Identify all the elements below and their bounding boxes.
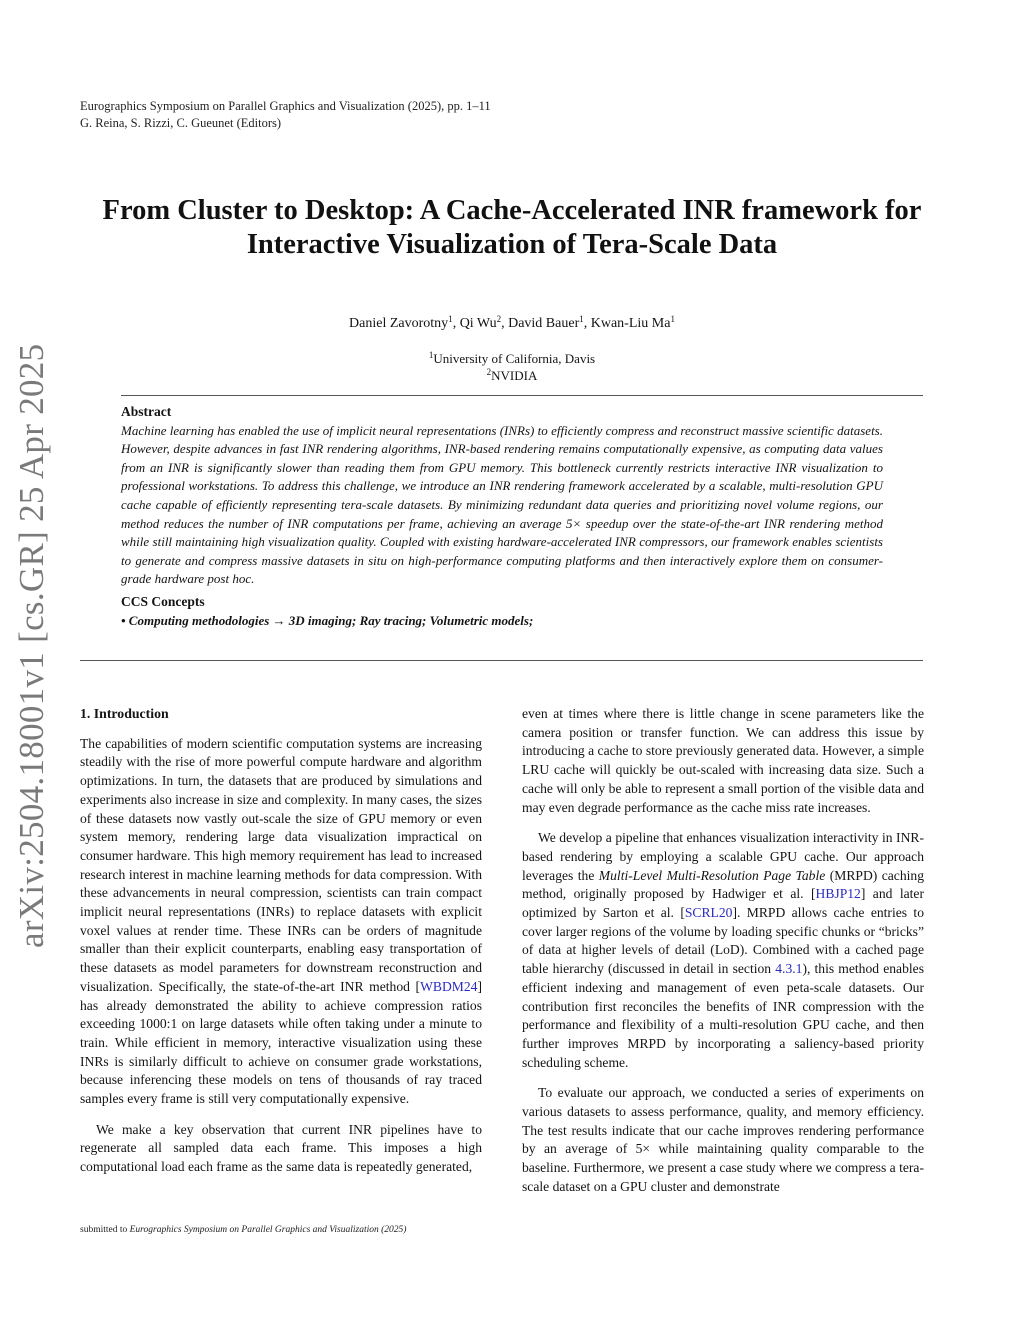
text-run: ]. MRPD allows cache entries to cover larger regions of the volume by loading specific chunks or “bricks” of data at higher levels of detail (LoD). Combined with a cached page table hierarchy (discussed in detail in section bbox=[522, 905, 924, 977]
left-column bbox=[80, 705, 482, 1177]
affiliation-list bbox=[60, 350, 964, 384]
emphasized-term: Multi-Level Multi-Resolution Page Table bbox=[598, 867, 826, 883]
author-name: Qi Wu bbox=[459, 316, 497, 331]
affiliation-name: University of California, Davis bbox=[433, 351, 596, 366]
text-run: ] has already demonstrated the ability to achieve compression ratios exceeding 1000:1 on large datasets while often taking under a minute to train. While efficient in memory, interactive visualization using these INRs is similarly difficult to achieve on consumer grade workstations, because inferencing these models on tens of thousands of ray traced samples every frame is still very computationally expensive. bbox=[80, 978, 482, 1107]
abstract-top-rule bbox=[121, 395, 923, 396]
author-name: Daniel Zavorotny bbox=[349, 316, 449, 331]
title-line-2: Interactive Visualization of Tera-Scale Data bbox=[246, 229, 778, 260]
citation-link[interactable]: SCRL20 bbox=[684, 905, 733, 921]
section-reference-link[interactable]: 4.3.1 bbox=[775, 961, 803, 977]
author-affiliation-mark: 1 bbox=[579, 314, 584, 324]
author-name: Kwan-Liu Ma bbox=[590, 316, 671, 331]
venue-line: Eurographics Symposium on Parallel Graphics and Visualization (2025), pp. 1–11 bbox=[80, 99, 491, 113]
author-list: Daniel Zavorotny$^1$, Qi Wu$^2$, David Bauer$^1$, Kwan-Liu Ma$^1$ bbox=[349, 314, 675, 331]
citation-link[interactable]: WBDM24 bbox=[420, 978, 478, 994]
text-run: We develop a pipeline that enhances visualization interactivity in INR-based rendering by employing a scalable GPU cache. Our approach leverages the bbox=[522, 830, 924, 883]
footer-venue: Eurographics Symposium on Parallel Graphics and Visualization (2025) bbox=[129, 1225, 407, 1235]
affiliation-name: NVIDIA bbox=[491, 368, 538, 383]
author-name: David Bauer bbox=[508, 316, 580, 331]
affiliation bbox=[60, 350, 964, 367]
editors-line: G. Reina, S. Rizzi, C. Gueunet (Editors) bbox=[80, 116, 282, 130]
affiliation bbox=[60, 367, 964, 384]
abstract-text: Machine learning has enabled the use of implicit neural representations (INRs) to efficiently compress and reconstruct massive scientific datasets. However, despite advances in fast INR rendering algorithms, INR-based rendering remains computationally expensive, as computing data values from an INR is significantly slower than reading them from GPU memory. This bottleneck currently restricts interactive INR visualization to professional workstations. To address this challenge, we introduce an INR rendering framework accelerated by a scalable, multi-resolution GPU cache capable of efficiently representing tera-scale datasets. By minimizing redundant data queries and prioritizing novel volume regions, our method reduces the number of INR computations per frame, achieving an average 5× speedup over the state-of-the-art INR rendering method while still maintaining high visualization quality. Coupled with existing hardware-accelerated INR compressors, our framework enables scientists to generate and compress massive datasets in situ on high-performance computing platforms and then interactively explore them on consumer-grade hardware post hoc. bbox=[121, 422, 883, 587]
paper-title bbox=[60, 194, 964, 262]
intro-paragraph-2-continued: even at times where there is little change in scene parameters like the camera position or transfer function. We can address this issue by introducing a cache to store previously generated data. However, a simple LRU cache will quickly be out-scaled with increasing data size. Such a cache will only be able to represent a small portion of the visible data and may even degrade performance as the cache miss rate increases. bbox=[522, 706, 924, 815]
affiliation-number: 1 bbox=[428, 350, 434, 360]
ccs-heading: CCS Concepts bbox=[121, 593, 205, 609]
page-footer bbox=[80, 1225, 406, 1235]
author-affiliation-mark: 2 bbox=[496, 314, 502, 324]
intro-paragraph-2: We make a key observation that current INR pipelines have to regenerate all sampled data each frame. This imposes a high computational load each frame as the same data is repeatedly generated, bbox=[80, 1121, 482, 1175]
intro-paragraph-1 bbox=[80, 735, 482, 1109]
title-line-1: From Cluster to Desktop: A Cache-Accelerated INR framework for bbox=[102, 195, 922, 226]
abstract-block bbox=[121, 403, 883, 630]
affiliation-number: 2 bbox=[486, 367, 492, 377]
venue-header bbox=[80, 98, 491, 132]
author-affiliation-mark: 1 bbox=[448, 314, 453, 324]
text-run: (MRPD) caching method, originally proposed by Hadwiger et al. [ bbox=[522, 867, 924, 902]
right-column bbox=[522, 705, 924, 1197]
text-run: ] and later optimized by Sarton et al. [ bbox=[522, 886, 924, 921]
footer-prefix: submitted to bbox=[80, 1225, 130, 1235]
citation-link[interactable]: HBJP12 bbox=[815, 886, 861, 902]
abstract-bottom-rule bbox=[80, 660, 923, 661]
intro-paragraph-4: To evaluate our approach, we conducted a series of experiments on various datasets to assess performance, quality, and memory efficiency. The test results indicate that our cache improves rendering performance by an average of 5× while maintaining quality comparable to the baseline. Furthermore, we present a case study where we compress a tera-scale dataset on a GPU cluster and demonstrate bbox=[522, 1085, 924, 1194]
abstract-heading: Abstract bbox=[121, 404, 172, 419]
ccs-concepts: • Computing methodologies → 3D imaging; Ray tracing; Volumetric models; bbox=[121, 612, 534, 628]
intro-paragraph-3 bbox=[522, 829, 924, 1072]
arxiv-stamp: arXiv:2504.18001v1 [cs.GR] 25 Apr 2025 bbox=[12, 343, 51, 948]
section-heading: 1. Introduction bbox=[80, 706, 169, 721]
text-run: ), this method enables efficient indexing and management of even peta-scale datasets. Our contribution first reconciles the benefits of INR compression with the performance and flexibility of a multi-resolution GPU cache, and then further improves MRPD by incorporating a saliency-based priority scheduling scheme. bbox=[522, 961, 924, 1070]
text-run: The capabilities of modern scientific computation systems are increasing steadily with the rise of more powerful compute hardware and algorithm optimizations. In turn, the datasets that are produced by simulations and experiments also increase in size and complexity. In many cases, the sizes of these datasets now vastly out-scale the size of GPU memory or even system memory, rendering large data visualization impractical on consumer hardware. This high memory requirement has lead to increased research interest in machine learning methods for data compression. With these advancements in neural compression, scientists can train compact implicit neural representations (INRs) to replace datasets with explicit voxel values at render time. These INRs can be orders of magnitude smaller than their explicit counterparts, enabling easy transportation of these datasets as model parameters for downstream reconstruction and visualization. Specifically, the state-of-the-art INR method [ bbox=[80, 735, 482, 994]
author-affiliation-mark: 1 bbox=[670, 314, 675, 324]
